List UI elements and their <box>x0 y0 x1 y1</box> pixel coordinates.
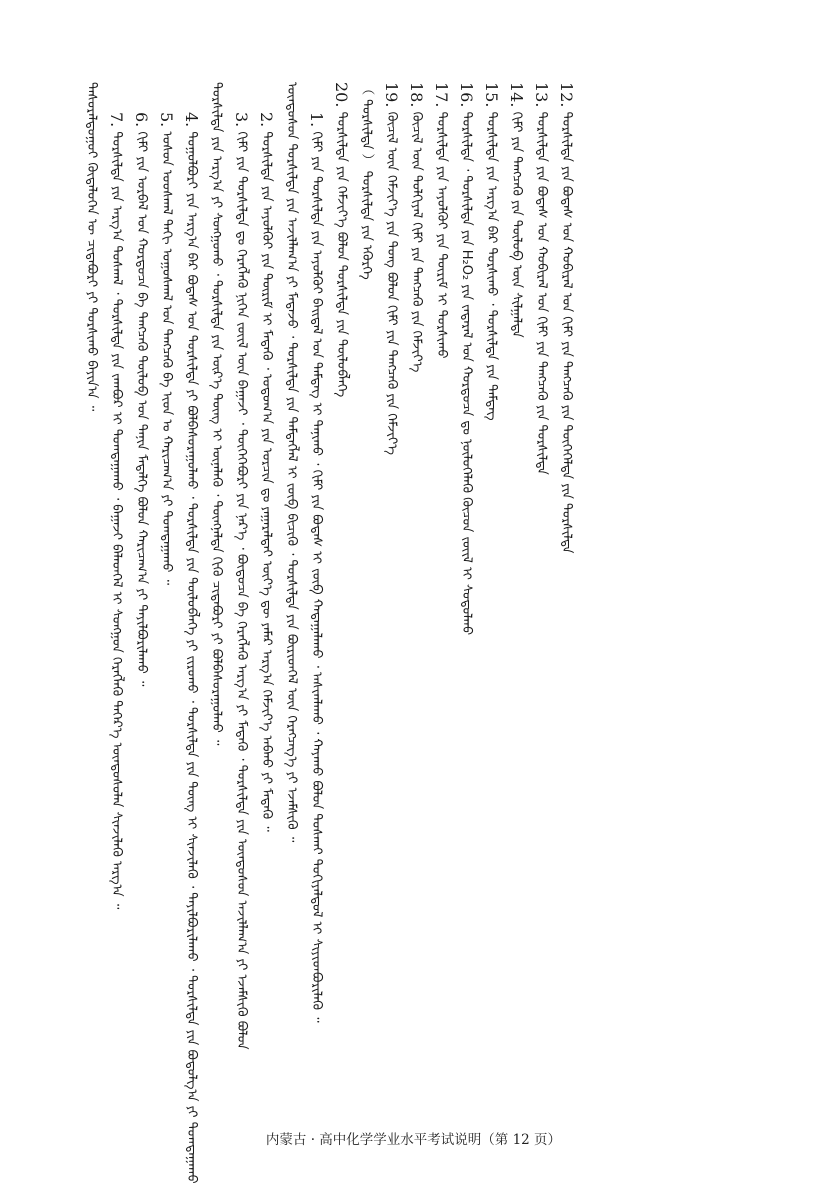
text-line-17 <box>483 82 499 562</box>
text-line-6 <box>208 82 224 782</box>
item-number: 3. <box>232 112 251 128</box>
text-line-14 <box>408 82 424 522</box>
text-line-16 <box>458 82 474 662</box>
text-line-12 <box>358 82 374 422</box>
item-number: 12. <box>557 82 576 108</box>
line-text: ᠲᠤᠷᠰᠢᠯᠲᠠ ᠶᠢᠨ ᠪᠣᠳᠠᠰ ᠤᠨ ᠬᠤᠪᠢᠷᠠᠯ ᠤᠨ ᠬᠢᠮᠢ ᠶᠢᠨ ᠲᠡᠩᠴᠡᠭᠦ ᠶᠢᠨ ᠲᠦᠭᠡᠭᠡᠯᠲᠡ ᠶᠢᠨ ᠲᠤᠷᠰᠢᠯᠲᠠ <box>559 111 574 554</box>
item-number: 16. <box>457 82 476 108</box>
text-line-18 <box>508 82 524 482</box>
item-number: 14. <box>507 82 526 108</box>
line-text: ᠲᠤᠷᠰᠢᠯᠲᠠ ᠶᠢᠨ ᠠᠷᠭ᠎ᠠ ᠲᠤᠰᠬᠠᠯ ᠂ ᠲᠤᠷᠰᠢᠯᠲᠠ ᠶᠢᠨ ᠵᠠᠭᠪᠤᠷ ᠢ ᠲᠣᠭᠲᠠᠭᠠᠬᠤ ᠂ ᠪᠠᠭᠠᠵᠢ ᠪᠡᠯᠡᠳᠬᠡᠯ ᠢ ᠰᠣᠩᠭᠣᠨ ᠬᠡᠷᠡᠭᠯᠡᠬᠦ ᠳᠡᠭᠡᠷ᠎ᠡ ᠦᠨᠳᠦᠰᠦᠯᠡᠨ ᠰᠢᠨᠵᠢᠯᠡᠬᠦ ᠠᠷᠭ᠎ᠠ ᠃ <box>109 131 124 910</box>
line-text: ᠬᠢᠮᠢ ᠶᠢᠨ ᠲᠤᠷᠰᠢᠯᠲᠠ ᠶᠢᠨ ᠠᠶᠤᠯᠭᠦᠢ ᠪᠠᠢᠳᠠᠯ ᠤᠨ ᠲᠡᠮᠳᠡᠭ ᠢ ᠲᠠᠨᠢᠬᠤ ᠂ ᠬᠢᠮᠢ ᠶᠢᠨ ᠪᠣᠳᠠᠰ ᠢ ᠵᠦᠪ ᠬᠠᠳᠠᠭᠠᠯᠠᠬᠤ ᠂ ᠠᠰᠢᠭᠯᠠᠬᠤ ᠂ ᠬᠠᠶᠠᠬᠤ ᠪᠣᠯᠤᠨ ᠲᠤᠰᠬᠠᠢ ᠲᠣᠬᠢᠶᠠᠯᠳᠤᠯ ᠢ ᠰᠢᠶᠢᠳᠪᠦᠷᠢᠯᠡᠬᠦ ᠃ <box>309 131 324 1023</box>
text-line-13 <box>383 82 399 522</box>
line-text: ᠲᠤᠷᠰᠢᠯᠲᠠ ᠶᠢᠨ ᠠᠶᠤᠯᠭᠦᠢ ᠶᠢᠨ ᠳᠦᠷᠢᠮ ᠢ ᠮᠡᠳᠡᠬᠦ ᠂ ᠣᠳᠣᠭ᠎ᠠ ᠶᠢᠨ ᠣᠷᠴᠢᠨ ᠳᠤ ᠶᠠᠭᠠᠷᠠᠯᠲᠠᠢ ᠦᠶ᠎ᠡ ᠳᠦ ᠶᠠᠮᠠᠷ ᠠᠷᠭ᠎ᠠ ᠬᠡᠮᠵᠢᠶ᠎ᠡ ᠠᠪᠬᠤ ᠶᠢ ᠮᠡᠳᠡᠬᠦ ᠃ <box>259 131 274 832</box>
item-number: 4. <box>182 112 201 128</box>
item-number: 13. <box>532 82 551 108</box>
item-number: 2. <box>257 112 276 128</box>
text-line-3 <box>133 112 149 932</box>
line-text: ᠬᠦᠴᠢᠯ ᠦᠨ ᠬᠡᠮᠵᠢᠶ᠎ᠡ ᠶᠢᠨ ᠳᠤᠩ ᠪᠣᠯᠤᠨ ᠬᠢᠮᠢ ᠶᠢᠨ ᠲᠡᠩᠴᠡᠭᠦ ᠶᠢᠨ ᠬᠡᠮᠵᠢᠶ᠎ᠡ <box>384 111 399 455</box>
item-number: 19. <box>382 82 401 108</box>
text-line-2 <box>108 112 124 1012</box>
line-text: ᠲᠠᠰᠤᠷᠠᠯᠳᠤᠭᠤᠢ ᠬᠦᠳᠡᠯᠦᠭᠡᠨ ᠦ ᠴᠢᠳᠠᠪᠤᠷᠢ ᠶᠢ ᠲᠤᠷᠰᠢᠬᠤ ᠪᠠᠶᠢᠨ᠎ᠠ ᠃ <box>84 82 99 412</box>
text-line-9 <box>283 82 299 1062</box>
text-line-19 <box>533 82 549 582</box>
text-line-5 <box>182 112 201 1184</box>
text-line-15 <box>433 82 449 502</box>
text-line-8 <box>258 112 274 1062</box>
text-line-4 <box>158 112 174 832</box>
line-text: ᠲᠤᠷᠰᠢᠯᠲᠠ ᠶᠢᠨ ᠬᠡᠮᠵᠢᠶ᠎ᠡ ᠪᠣᠯᠤᠨ ᠲᠤᠷᠰᠢᠯᠲᠠ ᠶᠢᠨ ᠲᠥᠯᠦᠪᠯᠡᠭᠡ <box>334 111 349 398</box>
line-text: ᠲᠤᠷᠰᠢᠯᠲᠠ ᠶᠢᠨ ᠪᠣᠳᠠᠰ ᠤᠨ ᠬᠤᠪᠢᠷᠠᠯ ᠤᠨ ᠬᠢᠮᠢ ᠶᠢᠨ ᠲᠡᠩᠴᠡᠭᠦ ᠶᠢᠨ ᠲᠤᠷᠰᠢᠯᠲᠠ <box>534 111 549 475</box>
line-text: ᠲᠤᠭᠤᠯᠪᠤᠷᠢ ᠶᠢᠨ ᠠᠷᠭ᠎ᠠ ᠪᠠᠷ ᠪᠣᠳᠠᠰ ᠤᠨ ᠲᠤᠷᠰᠢᠯᠲᠠ ᠶᠢ ᠪᠣᠯᠪᠠᠰᠤᠷᠠᠭᠤᠯᠬᠤ ᠂ ᠲᠤᠷᠰᠢᠯᠲᠠ ᠶᠢᠨ ᠲᠥᠯᠦᠪᠯᠡᠭᠡ ᠶᠢ ᠵᠢᠷᠤᠬᠤ ᠂ ᠲᠤᠷᠰᠢᠯᠲᠠ ᠶᠢᠨ ᠳᠦᠩ ᠢ ᠰᠢᠨᠵᠢᠯᠡᠬᠦ ᠂ ᠲᠠᠶᠢᠯᠪᠤᠷᠢᠯᠠᠬᠤ ᠂ ᠲᠤᠷᠰᠢᠯᠲᠠ ᠶᠢᠨ ᠪᠤᠳᠤᠯᠭ᠎ᠠ ᠶᠢ ᠲᠣᠭᠲᠠᠭᠠᠬᠤ <box>184 131 199 1184</box>
item-number: 6. <box>132 112 151 128</box>
text-line-7 <box>233 112 249 1062</box>
line-text: ᠬᠢᠮᠢ ᠶᠢᠨ ᠤᠷᠪᠠᠯ ᠤᠨ ᠬᠤᠷᠳᠤᠴᠠ ᠪᠠ ᠲᠡᠩᠴᠡᠭᠦ ᠲᠦᠯᠦᠪ ᠤᠨ ᠲᠠᠨᠢᠨ ᠮᠡᠳᠡᠯᠭᠡ ᠪᠣᠯᠤᠨ ᠬᠠᠷᠢᠴᠠᠭ᠎ᠠ ᠶᠢ ᠲᠠᠶᠢᠯᠪᠤᠷᠢᠯᠠᠬᠤ ᠃ <box>134 131 149 687</box>
line-text: ᠲᠤᠷᠰᠢᠯᠲᠠ ᠂ ᠲᠤᠷᠰᠢᠯᠲᠠ ᠶᠢᠨ H₂O₂ ᠶᠢᠨ ᠵᠠᠳᠠᠷᠠᠯ ᠤᠨ ᠬᠤᠷᠳᠤᠴᠠ ᠳᠤ ᠨᠦᠯᠦᠭᠡᠯᠡᠬᠦ ᠬᠦᠴᠦᠨ ᠵᠦᠢᠯ ᠢ ᠰᠤᠳᠤᠯᠬᠤ <box>459 111 474 636</box>
page-footer: 内蒙古 · 高中化学学业水平考试说明（第 12 页） <box>265 1132 562 1148</box>
line-text: ᠤᠰᠤᠨ ᠤᠤᠰᠬᠠᠯ ᠳᠠᠬᠢ ᠤᠭᠤᠰᠬᠠᠯ ᠤᠨ ᠲᠡᠩᠴᠡᠭᠦ ᠪᠠ ᠢᠣᠨ ᠤ ᠬᠠᠷᠢᠴᠠᠭ᠎ᠠ ᠶᠢ ᠲᠣᠭᠲᠠᠭᠠᠬᠤ ᠃ <box>159 131 174 586</box>
line-text: ᠬᠢᠮᠢ ᠶᠢᠨ ᠲᠤᠷᠰᠢᠯᠲᠠ ᠳᠤ ᠬᠡᠷᠡᠭᠯᠡᠬᠦ ᠨᠢᠭᠡᠨ ᠵᠦᠢᠯ ᠦᠨ ᠪᠠᠭᠠᠵᠢ ᠂ ᠲᠦᠭᠡᠭᠡᠪᠦᠷᠢ ᠶᠢᠨ ᠨᠡᠷ᠎ᠡ ᠂ ᠪᠦᠲᠦᠴᠡ ᠪᠠ ᠬᠡᠷᠡᠭᠯᠡᠬᠦ ᠠᠷᠭ᠎ᠠ ᠶᠢ ᠮᠡᠳᠡᠬᠦ ᠂ ᠲᠤᠷᠰᠢᠯᠲᠠ ᠶᠢᠨ ᠦᠨᠳᠦᠰᠦᠨ ᠠᠵᠢᠯᠯᠠᠭ᠎ᠠ ᠶᠢ ᠡᠵᠡᠮᠰᠢᠬᠦ ᠪᠣᠯᠤᠨ <box>234 131 249 1050</box>
item-number: 1. <box>307 112 326 128</box>
item-number: 15. <box>482 82 501 108</box>
item-number: 18. <box>407 82 426 108</box>
text-line-10 <box>308 112 324 1062</box>
line-text: ᠲᠤᠷᠰᠢᠯᠲᠠ ᠶᠢᠨ ᠠᠷᠭ᠎ᠠ ᠪᠠᠷ ᠲᠤᠷᠰᠢᠬᠤ ᠂ ᠲᠤᠷᠰᠢᠯᠲᠠ ᠶᠢᠨ ᠲᠡᠮᠳᠡᠭ <box>484 111 499 421</box>
line-text: ᠦᠨᠳᠦᠰᠦᠨ ᠲᠤᠷᠰᠢᠯᠲᠠ ᠶᠢᠨ ᠠᠵᠢᠯᠯᠠᠭ᠎ᠠ ᠶᠢ ᠮᠡᠳᠡᠵᠦ ᠂ ᠲᠤᠷᠰᠢᠯᠲᠠ ᠶᠢᠨ ᠲᠡᠮᠳᠡᠭᠯᠡᠯ ᠢ ᠵᠦᠪ ᠪᠢᠴᠢᠬᠦ ᠂ ᠲᠤᠷᠰᠢᠯᠲᠠ ᠶᠢᠨ ᠪᠦᠷᠢᠳᠬᠡᠯ ᠦᠨ ᠬᠡᠷᠡᠭᠴᠡᠭ᠎ᠡ ᠶᠢ ᠡᠵᠡᠮᠰᠢᠬᠦ ᠃ <box>284 82 299 843</box>
text-line-11 <box>333 82 349 582</box>
item-number: 5. <box>157 112 176 128</box>
item-number: 7. <box>107 112 126 128</box>
line-text: （ ᠲᠤᠷᠰᠢᠯᠲᠠ ） ᠲᠤᠷᠰᠢᠯᠲᠠ ᠶᠢᠨ ᠡᠭᠦᠷᠭᠡ <box>359 82 374 280</box>
line-text: ᠲᠤᠷᠰᠢᠯᠲᠠ ᠶᠢᠨ ᠠᠶᠤᠯᠭᠦᠢ ᠶᠢᠨ ᠳᠦᠷᠢᠮ ᠢ ᠲᠤᠷᠰᠢᠬᠤ <box>434 111 449 359</box>
line-text: ᠬᠦᠴᠢᠯ ᠦᠨ ᠳᠣᠯᠭᠢᠶᠠᠯ ᠬᠢᠮᠢ ᠶᠢᠨ ᠲᠡᠩᠴᠡᠭᠦ ᠶᠢᠨ ᠬᠡᠮᠵᠢᠶ᠎ᠡ <box>409 111 424 373</box>
text-line-20 <box>558 82 574 602</box>
line-text: ᠬᠢᠮᠢ ᠶᠢᠨ ᠲᠡᠩᠴᠡᠭᠦ ᠶᠢᠨ ᠲᠥᠯᠦᠪ ᠦᠨ ᠰᠢᠯᠭᠠᠯᠲᠠ <box>509 111 524 338</box>
item-number: 20. <box>332 82 351 108</box>
item-number: 17. <box>432 82 451 108</box>
line-text: ᠲᠤᠷᠰᠢᠯᠲᠠ ᠶᠢᠨ ᠠᠷᠭ᠎ᠠ ᠶᠢ ᠰᠣᠩᠭᠣᠬᠤ ᠂ ᠲᠤᠷᠰᠢᠯᠲᠠ ᠶᠢᠨ ᠦᠷ᠎ᠡ ᠳᠦᠩ ᠢ ᠦᠨᠡᠯᠡᠬᠦ ᠂ ᠳᠦᠩᠨᠡᠯᠲᠡ ᠬᠢᠬᠦ ᠴᠢᠳᠠᠪᠤᠷᠢ ᠶᠢ ᠪᠣᠯᠪᠠᠰᠤᠷᠠᠭᠤᠯᠬᠤ ᠃ <box>209 82 224 746</box>
text-line-1 <box>83 82 99 742</box>
